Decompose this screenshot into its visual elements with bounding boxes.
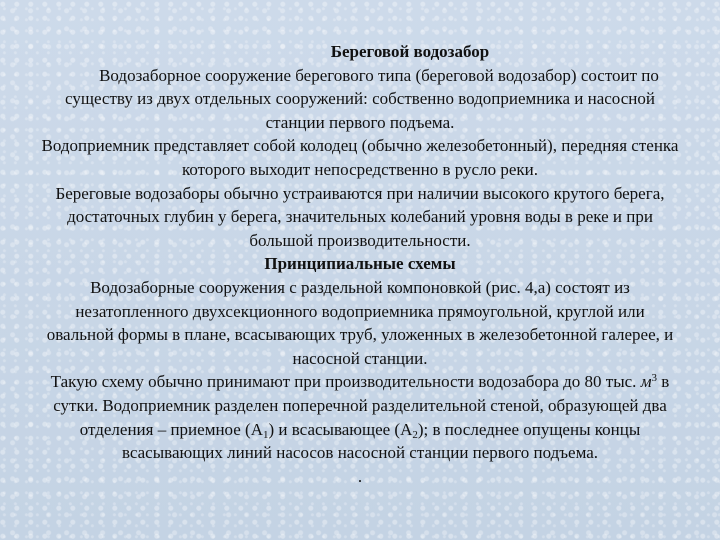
slide-title: Береговой водозабор (330, 42, 490, 61)
trailing-dot: . (357, 466, 363, 486)
paragraph-separate-layout: Водозаборные сооружения с раздельной компоновкой (рис. 4,а) состоят из незатопленного двухсекционного водоприемника прямоугольной, круглой или овальной формы в плане, всасывающих труб, уложенных в железобетонной галерее, и насосной станции. (46, 277, 674, 368)
capacity-text-3: ) и всасывающее (А (268, 419, 413, 439)
paragraph-conditions: Береговые водозаборы обычно устраиваются при наличии высокого крутого берега, достаточных глубин у берега, значительных колебаний уровня воды в реке и при большой производительности. (55, 183, 665, 250)
capacity-text-4: ); в последнее опущены концы всасывающих линий насосов насосной станции первого подъема. (121, 419, 641, 463)
section-subtitle: Принципиальные схемы (264, 254, 456, 274)
paragraph-intake-description: Водоприемник представляет собой колодец (обычно железобетонный), передняя стенка которого выходит непосредственно в русло реки. (41, 136, 679, 179)
capacity-text-1: Такую схему обычно принимают при производительности водозабора до 80 тыс. (50, 372, 641, 392)
paragraph-capacity (40, 370, 680, 464)
paragraph-intro: Водозаборное сооружение берегового типа (береговой водозабор) состоит по существу из двух отдельных сооружений: собственно водоприемника и насосной станции первого подъема. (65, 65, 659, 132)
subscript-a2: 2 (412, 428, 418, 441)
subscript-a1: 1 (263, 428, 269, 441)
unit-cubic-meter: м (640, 372, 652, 392)
unit-superscript: 3 (651, 372, 658, 385)
slide-text-block (40, 40, 680, 488)
capacity-text-2: в сутки. Водоприемник разделен поперечной разделительной стеной, образующей два отделения – приемное (А (53, 372, 670, 439)
